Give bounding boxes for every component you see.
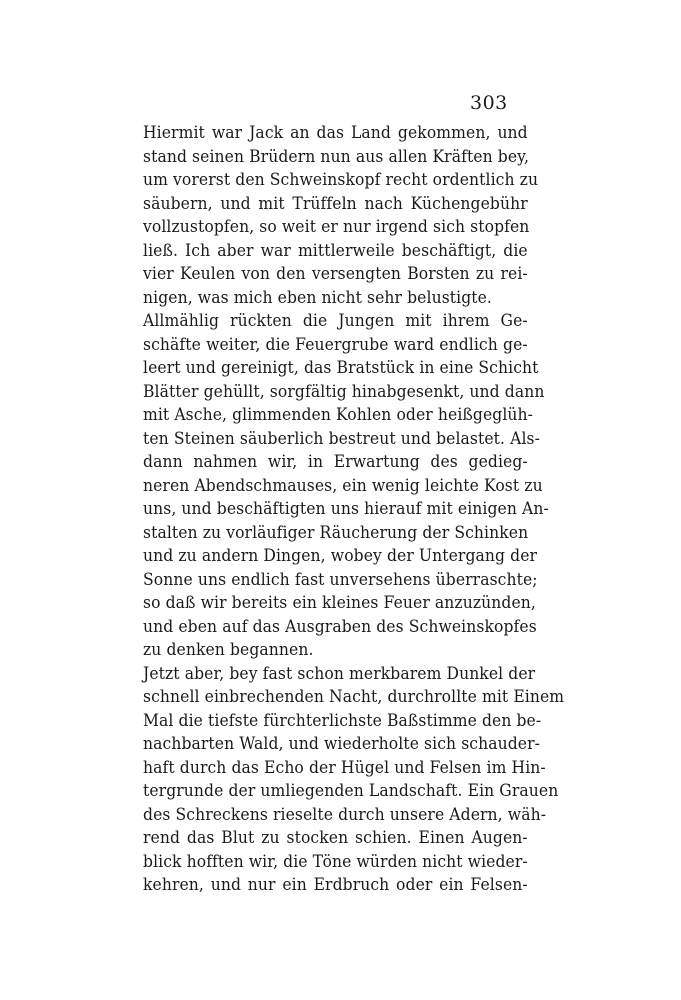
body-text: [143, 121, 565, 897]
text-line: Allmählig rückten die Jungen mit ihrem Ge-: [143, 311, 528, 330]
text-line: neren Abendschmauses, ein wenig leichte Kost zu: [143, 475, 543, 495]
text-line: schnell einbrechenden Nacht, durchrollte mit Einem: [143, 687, 565, 706]
text-line: uns, und beschäftigten uns hierauf mit einigen An-: [143, 499, 549, 518]
text-line: und zu andern Dingen, wobey der Untergang der: [143, 546, 538, 565]
text-line: rend das Blut zu stocken schien. Einen Augen-: [143, 828, 528, 847]
text-line: säubern, und mit Trüffeln nach Küchengebühr: [143, 193, 528, 213]
text-line: und eben auf das Ausgraben des Schweinskopfes: [143, 616, 537, 636]
text-line: leert und gereinigt, das Bratstück in eine Schicht: [143, 358, 539, 377]
text-line: Jetzt aber, bey fast schon merkbarem Dunkel der: [143, 663, 536, 683]
text-line: Mal die tiefste fürchterlichste Baßstimme den be-: [143, 710, 542, 730]
text-line: nachbarten Wald, und wiederholte sich schauder-: [143, 734, 540, 753]
text-line: Hiermit war Jack an das Land gekommen, und: [143, 123, 528, 142]
page-number: 303: [470, 92, 508, 114]
text-line: mit Asche, glimmenden Kohlen oder heißgeglüh-: [143, 405, 534, 424]
text-line: dann nahmen wir, in Erwartung des gedieg-: [143, 452, 528, 471]
text-line: um vorerst den Schweinskopf recht ordentlich zu: [143, 170, 539, 189]
text-line: haft durch das Echo der Hügel und Felsen im Hin-: [143, 757, 546, 777]
text-line: des Schreckens rieselte durch unsere Adern, wäh-: [143, 804, 547, 824]
text-line: Sonne uns endlich fast unversehens überraschte;: [143, 569, 538, 589]
text-line: vollzustopfen, so weit er nur irgend sich stopfen: [143, 217, 530, 236]
text-line: blick hofften wir, die Töne würden nicht wieder-: [143, 851, 528, 871]
text-line: stalten zu vorläufiger Räucherung der Schinken: [143, 522, 529, 542]
text-line: kehren, und nur ein Erdbruch oder ein Felsen-: [143, 875, 528, 894]
paragraph-1: [143, 121, 539, 309]
text-line: ten Steinen säuberlich bestreut und belastet. Als-: [143, 428, 540, 448]
paragraph-3: [143, 662, 565, 897]
text-line: zu denken begannen.: [143, 640, 314, 659]
paragraph-2: [143, 309, 549, 662]
text-line: stand seinen Brüdern nun aus allen Kräften bey,: [143, 146, 530, 166]
text-line: nigen, was mich eben nicht sehr belustigte.: [143, 287, 492, 307]
text-line: so daß wir bereits ein kleines Feuer anzuzünden,: [143, 593, 536, 612]
text-line: schäfte weiter, die Feuergrube ward endlich ge-: [143, 334, 528, 354]
text-line: ließ. Ich aber war mittlerweile beschäftigt, die: [143, 240, 528, 260]
text-line: tergrunde der umliegenden Landschaft. Ein Grauen: [143, 781, 559, 800]
text-line: vier Keulen von den versengten Borsten zu rei-: [143, 264, 528, 283]
text-line: Blätter gehüllt, sorgfältig hinabgesenkt, und dann: [143, 381, 545, 401]
